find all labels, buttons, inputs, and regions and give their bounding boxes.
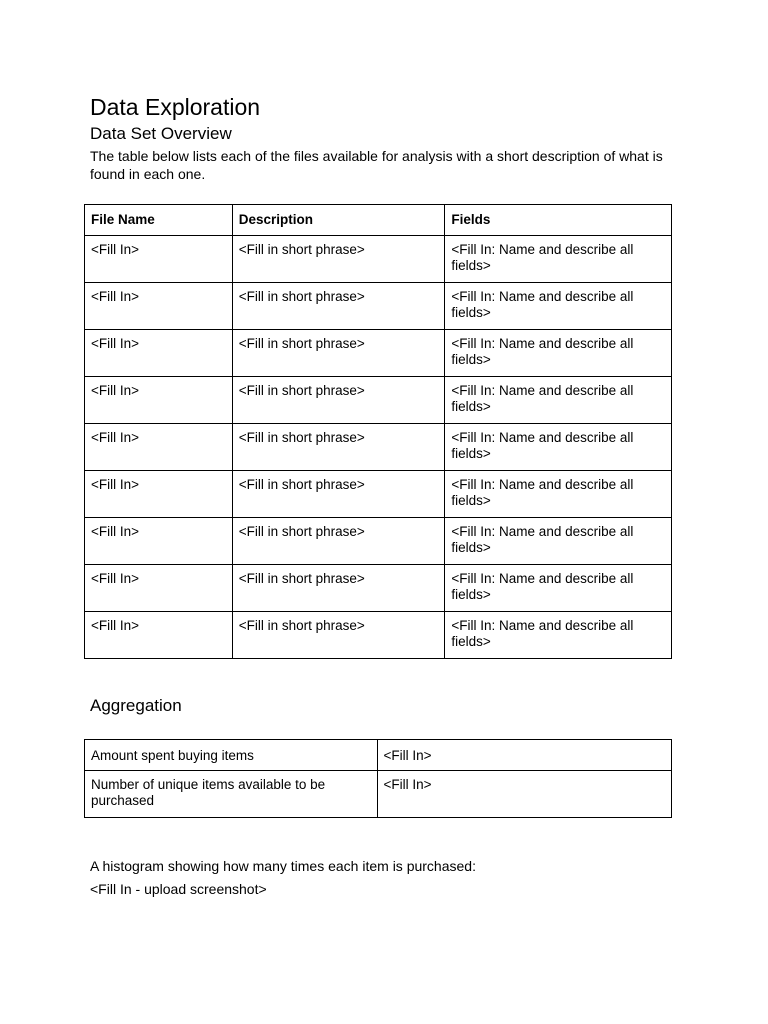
cell-metric-label: Amount spent buying items xyxy=(85,740,378,771)
cell-file-name: <Fill In> xyxy=(85,283,233,330)
cell-metric-value: <Fill In> xyxy=(377,771,671,818)
section-intro-text: The table below lists each of the files available for analysis with a short description of what is found in each one. xyxy=(90,148,663,182)
cell-fields: <Fill In: Name and describe all fields> xyxy=(445,565,672,612)
cell-file-name: <Fill In> xyxy=(85,377,233,424)
cell-description: <Fill in short phrase> xyxy=(232,377,445,424)
histogram-description: A histogram showing how many times each item is purchased: xyxy=(90,858,476,874)
cell-fields: <Fill In: Name and describe all fields> xyxy=(445,471,672,518)
files-table-header-row xyxy=(85,205,672,236)
cell-description: <Fill in short phrase> xyxy=(232,283,445,330)
cell-description: <Fill in short phrase> xyxy=(232,236,445,283)
cell-file-name: <Fill In> xyxy=(85,612,233,659)
table-row xyxy=(85,236,672,283)
table-row xyxy=(85,612,672,659)
aggregation-table xyxy=(84,739,672,818)
cell-file-name: <Fill In> xyxy=(85,471,233,518)
cell-file-name: <Fill In> xyxy=(85,330,233,377)
cell-file-name: <Fill In> xyxy=(85,236,233,283)
cell-description: <Fill in short phrase> xyxy=(232,612,445,659)
cell-fields: <Fill In: Name and describe all fields> xyxy=(445,518,672,565)
section-heading-aggregation: Aggregation xyxy=(90,696,182,715)
cell-fields: <Fill In: Name and describe all fields> xyxy=(445,236,672,283)
table-row xyxy=(85,471,672,518)
cell-description: <Fill in short phrase> xyxy=(232,518,445,565)
table-row xyxy=(85,330,672,377)
header-description: Description xyxy=(232,205,445,236)
table-row xyxy=(85,377,672,424)
histogram-placeholder: <Fill In - upload screenshot> xyxy=(90,881,267,897)
cell-fields: <Fill In: Name and describe all fields> xyxy=(445,330,672,377)
cell-file-name: <Fill In> xyxy=(85,518,233,565)
table-row xyxy=(85,740,672,771)
table-row xyxy=(85,424,672,471)
table-row xyxy=(85,518,672,565)
cell-description: <Fill in short phrase> xyxy=(232,330,445,377)
cell-description: <Fill in short phrase> xyxy=(232,565,445,612)
header-file-name: File Name xyxy=(85,205,233,236)
cell-fields: <Fill In: Name and describe all fields> xyxy=(445,283,672,330)
cell-fields: <Fill In: Name and describe all fields> xyxy=(445,424,672,471)
cell-file-name: <Fill In> xyxy=(85,565,233,612)
section-heading-data-set-overview: Data Set Overview xyxy=(90,124,232,143)
cell-metric-label: Number of unique items available to be purchased xyxy=(85,771,378,818)
table-row xyxy=(85,771,672,818)
cell-description: <Fill in short phrase> xyxy=(232,424,445,471)
cell-fields: <Fill In: Name and describe all fields> xyxy=(445,377,672,424)
cell-file-name: <Fill In> xyxy=(85,424,233,471)
table-row xyxy=(85,565,672,612)
cell-metric-value: <Fill In> xyxy=(377,740,671,771)
table-row xyxy=(85,283,672,330)
cell-description: <Fill in short phrase> xyxy=(232,471,445,518)
page-title: Data Exploration xyxy=(90,94,261,120)
cell-fields: <Fill In: Name and describe all fields> xyxy=(445,612,672,659)
header-fields: Fields xyxy=(445,205,672,236)
files-table xyxy=(84,204,672,659)
